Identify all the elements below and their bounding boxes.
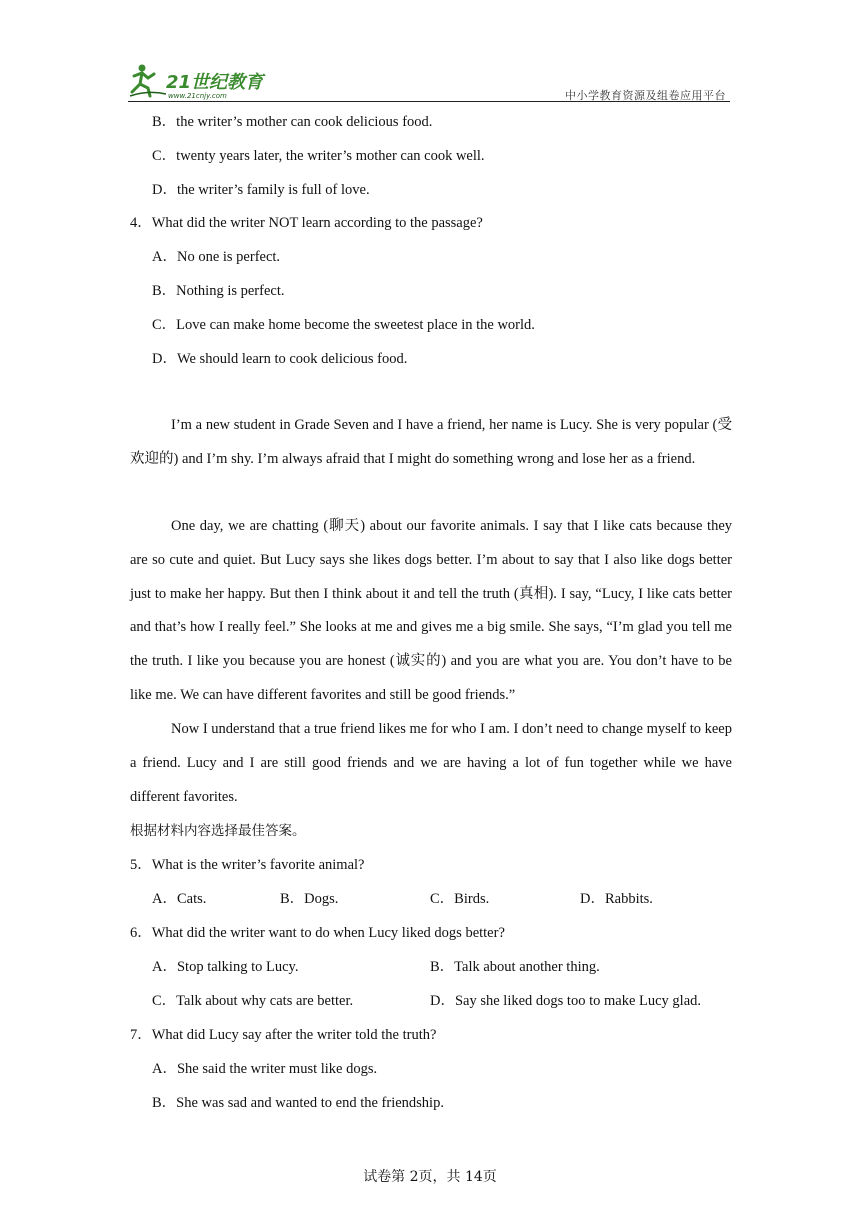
page-footer: 试卷第 2页，共 14页 (363, 1169, 497, 1185)
q6-option-a: A．Stop talking to Lucy. (152, 959, 299, 975)
instruction-text: 根据材料内容选择最佳答案。 (130, 823, 306, 839)
q4-stem: 4．What did the writer NOT learn according to the passage? (130, 215, 483, 231)
q4-option-a: A．No one is perfect. (152, 249, 281, 265)
logo-url: www.21cnjy.com (168, 92, 227, 100)
header-divider (128, 101, 730, 102)
passage-paragraph-1: I’m a new student in Grade Seven and I have a friend, her name is Lucy. She is very popular (受欢迎的) and I’m shy. I’m always afraid that I might do something wrong and lose her as a friend. (130, 417, 732, 467)
q6-option-b: B．Talk about another thing. (430, 959, 600, 975)
q7-stem: 7．What did Lucy say after the writer told the truth? (130, 1027, 437, 1043)
passage-paragraph-3: Now I understand that a true friend likes me for who I am. I don’t need to change myself to keep a friend. Lucy and I are still good friends and we are having a lot of fun together while we have different favorites. (130, 721, 732, 805)
q3-option-c: C．twenty years later, the writer’s mother can cook well. (152, 148, 485, 164)
q3-option-b: B．the writer’s mother can cook delicious food. (152, 114, 433, 130)
q6-stem: 6．What did the writer want to do when Lucy liked dogs better? (130, 925, 505, 941)
q5-option-a: A．Cats. (152, 891, 207, 907)
q7-option-b: B．She was sad and wanted to end the friendship. (152, 1095, 444, 1111)
q5-stem: 5．What is the writer’s favorite animal? (130, 857, 365, 873)
q4-option-d: D．We should learn to cook delicious food. (152, 351, 408, 367)
q3-option-d: D．the writer’s family is full of love. (152, 182, 370, 198)
brand-logo (128, 60, 268, 102)
q4-option-c: C．Love can make home become the sweetest place in the world. (152, 317, 535, 333)
q7-option-a: A．She said the writer must like dogs. (152, 1061, 378, 1077)
q6-option-d: D．Say she liked dogs too to make Lucy glad. (430, 993, 702, 1009)
q4-option-b: B．Nothing is perfect. (152, 283, 285, 299)
runner-icon (130, 65, 166, 97)
q6-option-c: C．Talk about why cats are better. (152, 993, 354, 1009)
logo-text: 21世纪教育 (166, 72, 264, 93)
page-header (128, 60, 730, 102)
q5-option-b: B．Dogs. (280, 891, 339, 907)
passage-paragraph-2: One day, we are chatting (聊天) about our favorite animals. I say that I like cats because they are so cute and quiet. But Lucy says she likes dogs better. I’m about to say that I also like dogs better just to make her happy. But then I think about it and tell the truth (真相). I say, “Lucy, I like cats better and that’s how I really feel.” She looks at me and gives me a big smile. She says, “I’m glad you tell me the truth. I like you because you are honest (诚实的) and you are what you are. You don’t have to be like me. We can have different favorites and still be good friends.” (130, 518, 732, 703)
q5-option-c: C．Birds. (430, 891, 490, 907)
header-platform-text: 中小学教育资源及组卷应用平台 (565, 89, 726, 102)
q5-option-d: D．Rabbits. (580, 891, 653, 907)
